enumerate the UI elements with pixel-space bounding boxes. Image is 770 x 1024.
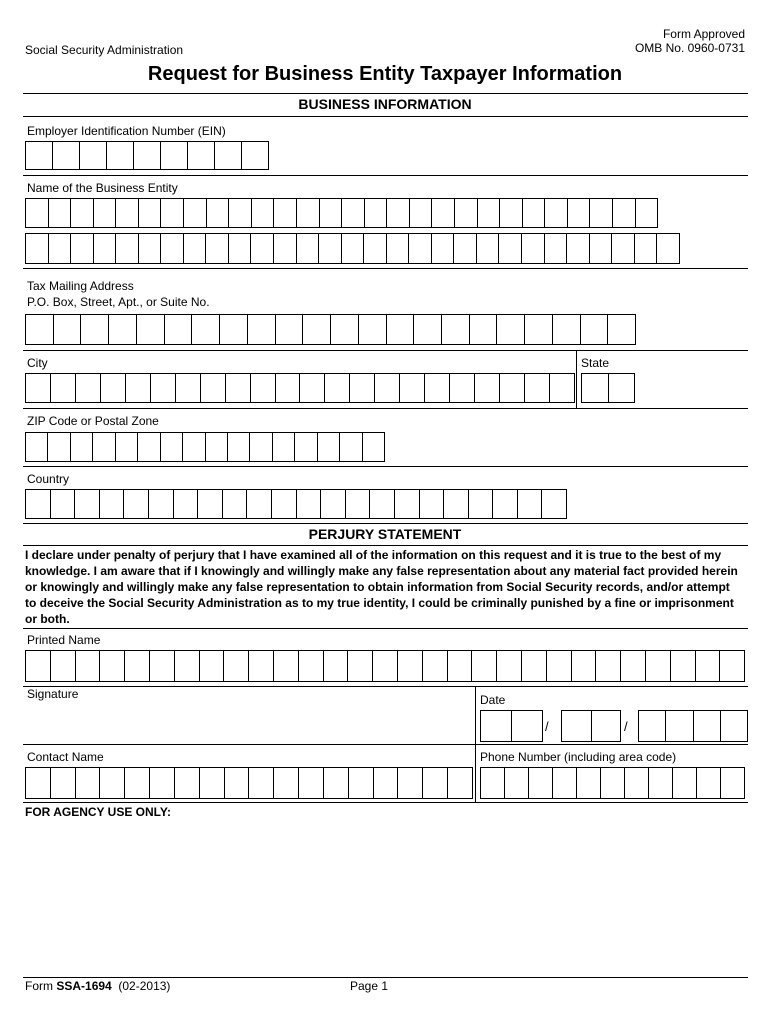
char-box[interactable] [51, 374, 76, 402]
char-box[interactable] [174, 490, 199, 518]
char-box[interactable] [200, 768, 225, 798]
char-box[interactable] [161, 433, 183, 461]
char-box[interactable] [553, 768, 577, 798]
date-year-field[interactable] [638, 710, 748, 742]
char-box[interactable] [109, 315, 137, 344]
char-box[interactable] [477, 234, 500, 263]
char-box[interactable] [454, 234, 477, 263]
char-box[interactable] [228, 433, 250, 461]
char-box[interactable] [553, 315, 581, 344]
form-id [25, 979, 170, 993]
char-box[interactable] [423, 651, 448, 681]
char-box[interactable] [398, 768, 423, 798]
char-box[interactable] [469, 490, 494, 518]
char-box[interactable] [299, 768, 324, 798]
char-box[interactable] [226, 374, 251, 402]
divider [23, 977, 748, 978]
char-box[interactable] [696, 651, 721, 681]
char-box[interactable] [71, 433, 93, 461]
char-box[interactable] [363, 433, 384, 461]
char-box[interactable] [720, 651, 744, 681]
char-box[interactable] [342, 234, 365, 263]
char-box[interactable] [448, 651, 473, 681]
char-box[interactable] [522, 651, 547, 681]
char-box[interactable] [250, 433, 272, 461]
char-box[interactable] [590, 199, 613, 227]
char-box[interactable] [608, 315, 635, 344]
char-box[interactable] [321, 490, 346, 518]
char-box[interactable] [592, 711, 621, 741]
char-box[interactable] [342, 199, 365, 227]
char-box[interactable] [247, 490, 272, 518]
char-box[interactable] [525, 374, 550, 402]
char-box[interactable] [295, 433, 317, 461]
char-box[interactable] [320, 199, 343, 227]
char-box[interactable] [297, 490, 322, 518]
char-box[interactable] [450, 374, 475, 402]
char-box[interactable] [124, 490, 149, 518]
char-box[interactable] [80, 142, 107, 169]
char-box[interactable] [550, 374, 574, 402]
char-box[interactable] [139, 199, 162, 227]
char-box[interactable] [273, 433, 295, 461]
char-box[interactable] [350, 374, 375, 402]
contact-name-field[interactable] [25, 767, 473, 799]
char-box[interactable] [274, 651, 299, 681]
business-name-label: Name of the Business Entity [27, 181, 178, 195]
char-box[interactable] [582, 374, 609, 402]
signature-label: Signature [27, 687, 79, 701]
country-field[interactable] [25, 489, 567, 519]
char-box[interactable] [26, 651, 51, 681]
char-box[interactable] [318, 433, 340, 461]
char-box[interactable] [94, 199, 117, 227]
char-box[interactable] [26, 199, 49, 227]
char-box[interactable] [116, 234, 139, 263]
char-box[interactable] [165, 315, 193, 344]
address-label-line-1: Tax Mailing Address [27, 279, 134, 293]
char-box[interactable] [274, 234, 297, 263]
char-box[interactable] [375, 374, 400, 402]
divider [576, 350, 577, 408]
char-box[interactable] [206, 234, 229, 263]
char-box[interactable] [497, 651, 522, 681]
contact-name-label: Contact Name [27, 750, 104, 764]
form-number: SSA-1694 [56, 979, 112, 993]
char-box[interactable] [721, 711, 747, 741]
char-box[interactable] [572, 651, 597, 681]
char-box[interactable] [432, 234, 455, 263]
char-box[interactable] [53, 142, 80, 169]
divider [23, 350, 748, 351]
char-box[interactable] [673, 768, 697, 798]
divider [23, 175, 748, 176]
char-box[interactable] [54, 315, 82, 344]
char-box[interactable] [215, 142, 242, 169]
char-box[interactable] [100, 768, 125, 798]
char-box[interactable] [499, 234, 522, 263]
char-box[interactable] [639, 711, 666, 741]
char-box[interactable] [198, 490, 223, 518]
char-box[interactable] [242, 142, 268, 169]
char-box[interactable] [596, 651, 621, 681]
char-box[interactable] [149, 490, 174, 518]
char-box[interactable] [621, 651, 646, 681]
omb-approval [635, 27, 745, 55]
char-box[interactable] [512, 711, 542, 741]
divider [23, 93, 748, 94]
state-field[interactable] [581, 373, 635, 403]
char-box[interactable] [365, 199, 388, 227]
char-box[interactable] [523, 199, 546, 227]
char-box[interactable] [206, 433, 228, 461]
printed-name-label: Printed Name [27, 633, 101, 647]
divider [475, 686, 476, 744]
char-box[interactable] [150, 768, 175, 798]
address-field[interactable] [25, 314, 636, 345]
char-box[interactable] [646, 651, 671, 681]
business-info-heading: BUSINESS INFORMATION [298, 96, 472, 112]
page-number: Page 1 [350, 979, 389, 993]
char-box[interactable] [409, 234, 432, 263]
char-box[interactable] [101, 374, 126, 402]
divider [23, 408, 748, 409]
char-box[interactable] [48, 433, 70, 461]
char-box[interactable] [274, 768, 299, 798]
char-box[interactable] [359, 315, 387, 344]
char-box[interactable] [100, 651, 125, 681]
char-box[interactable] [184, 199, 207, 227]
char-box[interactable] [398, 651, 423, 681]
char-box[interactable] [300, 374, 325, 402]
char-box[interactable] [276, 374, 301, 402]
char-box[interactable] [26, 142, 53, 169]
char-box[interactable] [625, 768, 649, 798]
char-box[interactable] [276, 315, 304, 344]
date-label: Date [480, 693, 506, 707]
date-month-field[interactable] [480, 710, 543, 742]
char-box[interactable] [423, 768, 448, 798]
char-box[interactable] [26, 315, 54, 344]
char-box[interactable] [324, 768, 349, 798]
divider [23, 545, 748, 546]
agency-use-label: FOR AGENCY USE ONLY: [25, 805, 172, 819]
business-name-field-line-1[interactable] [25, 198, 658, 228]
char-box[interactable] [26, 234, 49, 263]
city-field[interactable] [25, 373, 575, 403]
char-box[interactable] [188, 142, 215, 169]
char-box[interactable] [272, 490, 297, 518]
country-label: Country [27, 472, 70, 486]
char-box[interactable] [76, 768, 101, 798]
char-box[interactable] [420, 490, 445, 518]
zip-label: ZIP Code or Postal Zone [27, 414, 159, 428]
char-box[interactable] [249, 651, 274, 681]
char-box[interactable] [448, 768, 472, 798]
char-box[interactable] [134, 142, 161, 169]
char-box[interactable] [49, 234, 72, 263]
char-box[interactable] [225, 768, 250, 798]
char-box[interactable] [340, 433, 362, 461]
char-box[interactable] [545, 199, 568, 227]
char-box[interactable] [176, 374, 201, 402]
char-box[interactable] [76, 651, 101, 681]
divider [475, 744, 476, 802]
char-box[interactable] [150, 651, 175, 681]
char-box[interactable] [373, 651, 398, 681]
char-box[interactable] [568, 199, 591, 227]
char-box[interactable] [51, 768, 76, 798]
char-box[interactable] [138, 433, 160, 461]
divider [23, 686, 748, 687]
form-title: Request for Business Entity Taxpayer Information [147, 63, 623, 85]
printed-name-field[interactable] [25, 650, 745, 682]
approval-line-2: OMB No. 0960-0731 [634, 41, 745, 55]
char-box[interactable] [299, 651, 324, 681]
char-box[interactable] [184, 234, 207, 263]
char-box[interactable] [161, 142, 188, 169]
divider [23, 802, 748, 803]
zip-field[interactable] [25, 432, 385, 462]
char-box[interactable] [370, 490, 395, 518]
divider [23, 523, 748, 524]
char-box[interactable] [71, 234, 94, 263]
char-box[interactable] [248, 315, 276, 344]
char-box[interactable] [229, 234, 252, 263]
agency-name: Social Security Administration [25, 43, 184, 57]
char-box[interactable] [26, 433, 48, 461]
char-box[interactable] [346, 490, 371, 518]
char-box[interactable] [590, 234, 613, 263]
state-label: State [581, 356, 610, 370]
char-box[interactable] [547, 651, 572, 681]
char-box[interactable] [349, 768, 374, 798]
form-prefix: Form [25, 979, 57, 993]
char-box[interactable] [567, 234, 590, 263]
char-box[interactable] [303, 315, 331, 344]
char-box[interactable] [666, 711, 693, 741]
phone-field[interactable] [480, 767, 745, 799]
address-label-line-2: P.O. Box, Street, Apt., or Suite No. [27, 295, 210, 309]
char-box[interactable] [51, 490, 76, 518]
perjury-statement: I declare under penalty of perjury that I have examined all of the information on this request and it is true to the best of my knowledge. I am aware that if I knowingly and willingly make any false representation about any material fact provided herein or knowingly and willingly make any false representation to obtain information from Social Security records, and/or attempt to deceive the Social Security Administration as to my true identity, I could be criminally punished by a fine or imprisonment or both. [25, 548, 738, 626]
char-box[interactable] [478, 199, 501, 227]
char-box[interactable] [721, 768, 744, 798]
char-box[interactable] [252, 199, 275, 227]
char-box[interactable] [425, 374, 450, 402]
char-box[interactable] [649, 768, 673, 798]
phone-label: Phone Number (including area code) [480, 750, 677, 764]
char-box[interactable] [522, 234, 545, 263]
char-box[interactable] [297, 199, 320, 227]
char-box[interactable] [126, 374, 151, 402]
char-box[interactable] [505, 768, 529, 798]
char-box[interactable] [26, 490, 51, 518]
char-box[interactable] [192, 315, 220, 344]
char-box[interactable] [331, 315, 359, 344]
char-box[interactable] [500, 374, 525, 402]
perjury-heading: PERJURY STATEMENT [308, 526, 462, 542]
char-box[interactable] [657, 234, 679, 263]
char-box[interactable] [137, 315, 165, 344]
char-box[interactable] [161, 234, 184, 263]
address-label [27, 278, 210, 310]
char-box[interactable] [475, 374, 500, 402]
char-box[interactable] [183, 433, 205, 461]
date-separator: / [624, 719, 628, 734]
char-box[interactable] [387, 234, 410, 263]
char-box[interactable] [81, 315, 109, 344]
divider [23, 466, 748, 467]
char-box[interactable] [26, 374, 51, 402]
char-box[interactable] [274, 199, 297, 227]
char-box[interactable] [581, 315, 609, 344]
char-box[interactable] [325, 374, 350, 402]
char-box[interactable] [609, 374, 635, 402]
char-box[interactable] [472, 651, 497, 681]
char-box[interactable] [500, 199, 523, 227]
char-box[interactable] [442, 315, 470, 344]
char-box[interactable] [116, 199, 139, 227]
divider [23, 268, 748, 269]
char-box[interactable] [387, 315, 415, 344]
divider [23, 116, 748, 117]
char-box[interactable] [493, 490, 518, 518]
char-box[interactable] [224, 651, 249, 681]
char-box[interactable] [319, 234, 342, 263]
char-box[interactable] [26, 768, 51, 798]
char-box[interactable] [297, 234, 320, 263]
char-box[interactable] [207, 199, 230, 227]
char-box[interactable] [76, 374, 101, 402]
char-box[interactable] [161, 199, 184, 227]
char-box[interactable] [562, 711, 592, 741]
char-box[interactable] [251, 234, 274, 263]
char-box[interactable] [175, 651, 200, 681]
char-box[interactable] [542, 490, 566, 518]
char-box[interactable] [635, 234, 658, 263]
char-box[interactable] [577, 768, 601, 798]
char-box[interactable] [410, 199, 433, 227]
char-box[interactable] [613, 199, 636, 227]
char-box[interactable] [125, 651, 150, 681]
char-box[interactable] [229, 199, 252, 227]
signature-area[interactable] [25, 701, 471, 743]
char-box[interactable] [481, 768, 505, 798]
divider [23, 628, 748, 629]
char-box[interactable] [71, 199, 94, 227]
char-box[interactable] [387, 199, 410, 227]
char-box[interactable] [470, 315, 498, 344]
char-box[interactable] [94, 234, 117, 263]
char-box[interactable] [151, 374, 176, 402]
date-separator: / [545, 719, 549, 734]
char-box[interactable] [636, 199, 658, 227]
form-date: (02-2013) [118, 979, 171, 993]
char-box[interactable] [51, 651, 76, 681]
char-box[interactable] [139, 234, 162, 263]
char-box[interactable] [220, 315, 248, 344]
char-box[interactable] [116, 433, 138, 461]
char-box[interactable] [49, 199, 72, 227]
char-box[interactable] [400, 374, 425, 402]
char-box[interactable] [545, 234, 568, 263]
char-box[interactable] [518, 490, 543, 518]
char-box[interactable] [612, 234, 635, 263]
char-box[interactable] [364, 234, 387, 263]
char-box[interactable] [200, 651, 225, 681]
char-box[interactable] [697, 768, 721, 798]
char-box[interactable] [529, 768, 553, 798]
date-day-field[interactable] [561, 710, 621, 742]
business-name-field-line-2[interactable] [25, 233, 680, 264]
char-box[interactable] [107, 142, 134, 169]
char-box[interactable] [249, 768, 274, 798]
char-box[interactable] [251, 374, 276, 402]
ein-field[interactable] [25, 141, 269, 170]
char-box[interactable] [671, 651, 696, 681]
divider [23, 744, 748, 745]
char-box[interactable] [414, 315, 442, 344]
char-box[interactable] [348, 651, 373, 681]
char-box[interactable] [93, 433, 115, 461]
approval-line-1: Form Approved [662, 27, 745, 41]
char-box[interactable] [175, 768, 200, 798]
char-box[interactable] [223, 490, 248, 518]
char-box[interactable] [497, 315, 525, 344]
char-box[interactable] [395, 490, 420, 518]
char-box[interactable] [694, 711, 721, 741]
char-box[interactable] [481, 711, 512, 741]
char-box[interactable] [324, 651, 349, 681]
char-box[interactable] [100, 490, 125, 518]
city-label: City [27, 356, 48, 370]
char-box[interactable] [374, 768, 399, 798]
char-box[interactable] [525, 315, 553, 344]
char-box[interactable] [75, 490, 100, 518]
ein-label: Employer Identification Number (EIN) [27, 124, 226, 138]
char-box[interactable] [432, 199, 455, 227]
char-box[interactable] [125, 768, 150, 798]
char-box[interactable] [455, 199, 478, 227]
char-box[interactable] [201, 374, 226, 402]
char-box[interactable] [601, 768, 625, 798]
char-box[interactable] [444, 490, 469, 518]
